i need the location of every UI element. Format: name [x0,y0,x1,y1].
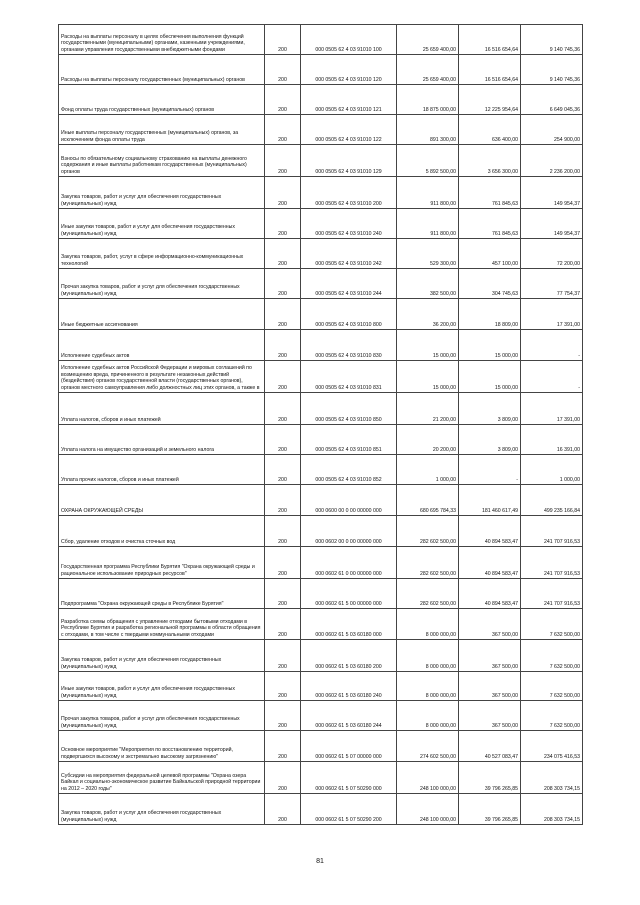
row-classification-code: 000 0602 61 5 07 00000 000 [301,731,397,762]
row-executed-amount: 367 500,00 [459,640,521,672]
row-admin-code: 200 [265,85,301,115]
row-classification-code: 000 0505 62 4 03 91010 850 [301,393,397,425]
table-row [59,269,583,299]
row-classification-code: 000 0600 00 0 00 00000 000 [301,485,397,516]
table-row [59,762,583,794]
row-admin-code: 200 [265,731,301,762]
row-approved-amount: 1 000,00 [397,455,459,485]
budget-execution-table [58,24,583,825]
row-name: Разработка схемы обращения с управление отходами бытовыми отходами в Республике Бурятия и разработка региональной программы в области обращения с отходами, в том числе с твердыми коммунальными отходами [59,609,265,640]
row-unexecuted-amount: 1 000,00 [521,455,583,485]
row-unexecuted-amount: 499 235 166,84 [521,485,583,516]
row-unexecuted-amount: 77 754,37 [521,269,583,299]
row-admin-code: 200 [265,115,301,145]
row-admin-code: 200 [265,609,301,640]
row-executed-amount: 367 500,00 [459,701,521,731]
row-approved-amount: 248 100 000,00 [397,762,459,794]
row-unexecuted-amount: 7 632 500,00 [521,701,583,731]
row-name: Закупка товаров, работ и услуг для обеспечения государственных (муниципальных) нужд [59,177,265,209]
table-row [59,516,583,547]
row-approved-amount: 15 000,00 [397,330,459,361]
row-approved-amount: 911 800,00 [397,177,459,209]
row-unexecuted-amount: 16 391,00 [521,425,583,455]
row-unexecuted-amount: 7 632 500,00 [521,672,583,701]
row-admin-code: 200 [265,239,301,269]
row-admin-code: 200 [265,330,301,361]
table-row [59,485,583,516]
row-admin-code: 200 [265,145,301,177]
row-admin-code: 200 [265,579,301,609]
row-admin-code: 200 [265,701,301,731]
row-approved-amount: 20 200,00 [397,425,459,455]
table-row [59,115,583,145]
row-approved-amount: 36 200,00 [397,299,459,330]
row-executed-amount: 40 894 583,47 [459,547,521,579]
row-classification-code: 000 0602 61 5 07 50290 000 [301,762,397,794]
row-unexecuted-amount: 2 236 200,00 [521,145,583,177]
table-row [59,361,583,393]
row-approved-amount: 282 602 500,00 [397,579,459,609]
table-row [59,672,583,701]
row-approved-amount: 15 000,00 [397,361,459,393]
row-unexecuted-amount: 7 632 500,00 [521,640,583,672]
row-admin-code: 200 [265,299,301,330]
row-unexecuted-amount: 149 954,37 [521,177,583,209]
table-row [59,177,583,209]
row-classification-code: 000 0602 61 5 03 60180 240 [301,672,397,701]
row-name: Сбор, удаление отходов и очистка сточных вод [59,516,265,547]
row-approved-amount: 8 000 000,00 [397,701,459,731]
row-executed-amount: 18 809,00 [459,299,521,330]
table-row [59,640,583,672]
row-executed-amount: 761 845,63 [459,177,521,209]
table-row [59,455,583,485]
row-approved-amount: 25 659 400,00 [397,55,459,85]
row-executed-amount: - [459,455,521,485]
row-executed-amount: 16 516 654,64 [459,25,521,55]
row-classification-code: 000 0505 62 4 03 91010 831 [301,361,397,393]
row-admin-code: 200 [265,25,301,55]
row-unexecuted-amount: 72 200,00 [521,239,583,269]
row-classification-code: 000 0602 61 5 03 60180 244 [301,701,397,731]
table-row [59,209,583,239]
row-admin-code: 200 [265,762,301,794]
row-classification-code: 000 0505 62 4 03 91010 851 [301,425,397,455]
row-approved-amount: 5 892 500,00 [397,145,459,177]
row-executed-amount: 40 527 083,47 [459,731,521,762]
row-classification-code: 000 0602 61 0 00 00000 000 [301,547,397,579]
row-executed-amount: 761 845,63 [459,209,521,239]
row-admin-code: 200 [265,640,301,672]
table-row [59,25,583,55]
row-unexecuted-amount: 234 075 416,53 [521,731,583,762]
page-number: 81 [316,858,324,865]
table-row [59,239,583,269]
table-body [59,25,583,825]
row-unexecuted-amount: 241 707 916,53 [521,579,583,609]
row-name: Взносы по обязательному социальному страхованию на выплаты денежного содержания и иные выплаты работникам государственных (муниципальных) органов [59,145,265,177]
row-classification-code: 000 0505 62 4 03 91010 800 [301,299,397,330]
row-classification-code: 000 0505 62 4 03 91010 129 [301,145,397,177]
budget-table-sheet [58,24,582,825]
table-row [59,85,583,115]
row-unexecuted-amount: 208 303 734,15 [521,762,583,794]
row-unexecuted-amount: - [521,361,583,393]
row-approved-amount: 529 300,00 [397,239,459,269]
row-name: Исполнение судебных актов [59,330,265,361]
row-approved-amount: 18 875 000,00 [397,85,459,115]
row-executed-amount: 3 656 300,00 [459,145,521,177]
row-unexecuted-amount: 9 140 745,36 [521,25,583,55]
table-row [59,701,583,731]
row-name: Расходы на выплаты персоналу государственных (муниципальных) органов [59,55,265,85]
row-executed-amount: 3 809,00 [459,393,521,425]
row-classification-code: 000 0602 61 5 03 60180 200 [301,640,397,672]
row-approved-amount: 8 000 000,00 [397,672,459,701]
row-name: Уплата налога на имущество организаций и земельного налога [59,425,265,455]
row-name: Уплата налогов, сборов и иных платежей [59,393,265,425]
row-executed-amount: 367 500,00 [459,609,521,640]
table-row [59,579,583,609]
row-unexecuted-amount: 17 391,00 [521,299,583,330]
row-executed-amount: 304 745,63 [459,269,521,299]
row-name: Иные закупки товаров, работ и услуг для обеспечения государственных (муниципальных) нужд [59,672,265,701]
row-executed-amount: 457 100,00 [459,239,521,269]
row-unexecuted-amount: 6 649 045,36 [521,85,583,115]
row-name: Прочая закупка товаров, работ и услуг для обеспечения государственных (муниципальных) нужд [59,701,265,731]
row-name: Иные бюджетные ассигнования [59,299,265,330]
row-name: Закупка товаров, работ, услуг в сфере информационно-коммуникационных технологий [59,239,265,269]
row-classification-code: 000 0602 00 0 00 00000 000 [301,516,397,547]
row-classification-code: 000 0505 62 4 03 91010 200 [301,177,397,209]
row-name: Расходы на выплаты персоналу в целях обеспечения выполнения функций государственными (муниципальными) органами, казенными учреждениями, органами управления государственными внебюджетными фондами [59,25,265,55]
row-admin-code: 200 [265,177,301,209]
row-classification-code: 000 0602 61 5 03 60180 000 [301,609,397,640]
row-classification-code: 000 0505 62 4 03 91010 830 [301,330,397,361]
table-row [59,145,583,177]
row-name: Закупка товаров, работ и услуг для обеспечения государственных (муниципальных) нужд [59,640,265,672]
row-admin-code: 200 [265,55,301,85]
row-approved-amount: 680 695 784,33 [397,485,459,516]
row-approved-amount: 891 300,00 [397,115,459,145]
row-unexecuted-amount: 149 954,37 [521,209,583,239]
row-admin-code: 200 [265,672,301,701]
row-name: Иные закупки товаров, работ и услуг для обеспечения государственных (муниципальных) нужд [59,209,265,239]
table-row [59,330,583,361]
row-approved-amount: 382 500,00 [397,269,459,299]
row-classification-code: 000 0505 62 4 03 91010 244 [301,269,397,299]
row-approved-amount: 911 800,00 [397,209,459,239]
row-approved-amount: 248 100 000,00 [397,794,459,825]
row-name: Прочая закупка товаров, работ и услуг для обеспечения государственных (муниципальных) нужд [59,269,265,299]
row-approved-amount: 21 200,00 [397,393,459,425]
row-name: Подпрограмма "Охрана окружающей среды в Республике Бурятия" [59,579,265,609]
row-name: Основное мероприятие "Мероприятия по восстановлению территорий, подвергшихся высокому и экстремально высокому загрязнению" [59,731,265,762]
row-name: Субсидии на мероприятия федеральной целевой программы "Охрана озера Байкал и социально-экономическое развитие Байкальской природной территории на 2012 – 2020 годы" [59,762,265,794]
row-executed-amount: 367 500,00 [459,672,521,701]
table-row [59,299,583,330]
row-executed-amount: 3 809,00 [459,425,521,455]
row-name: Иные выплаты персоналу государственных (муниципальных) органов, за исключением фонда оплаты труда [59,115,265,145]
row-admin-code: 200 [265,485,301,516]
row-admin-code: 200 [265,425,301,455]
row-name: Фонд оплаты труда государственных (муниципальных) органов [59,85,265,115]
row-unexecuted-amount: 9 140 745,36 [521,55,583,85]
table-row [59,794,583,825]
row-unexecuted-amount: 241 707 916,53 [521,547,583,579]
table-row [59,731,583,762]
row-admin-code: 200 [265,516,301,547]
row-classification-code: 000 0505 62 4 03 91010 122 [301,115,397,145]
row-executed-amount: 636 400,00 [459,115,521,145]
row-admin-code: 200 [265,209,301,239]
row-approved-amount: 274 602 500,00 [397,731,459,762]
row-executed-amount: 15 000,00 [459,361,521,393]
row-unexecuted-amount: 17 391,00 [521,393,583,425]
row-unexecuted-amount: 208 303 734,15 [521,794,583,825]
row-classification-code: 000 0505 62 4 03 91010 852 [301,455,397,485]
row-approved-amount: 8 000 000,00 [397,640,459,672]
row-executed-amount: 16 516 654,64 [459,55,521,85]
row-classification-code: 000 0505 62 4 03 91010 121 [301,85,397,115]
row-admin-code: 200 [265,269,301,299]
row-name: Закупка товаров, работ и услуг для обеспечения государственных (муниципальных) нужд [59,794,265,825]
row-admin-code: 200 [265,393,301,425]
row-approved-amount: 25 659 400,00 [397,25,459,55]
row-executed-amount: 15 000,00 [459,330,521,361]
table-row [59,547,583,579]
row-classification-code: 000 0505 62 4 03 91010 100 [301,25,397,55]
row-unexecuted-amount: - [521,330,583,361]
row-name: Государственная программа Республики Бурятия "Охрана окружающей среды и рациональное использование природных ресурсов" [59,547,265,579]
row-name: Исполнение судебных актов Российской Федерации и мировых соглашений по возмещению вреда, причиненного в результате незаконных действий (бездействия) органов государственной власти (государственных органов), органов местного самоуправления либо должностных лиц этих органов, а также в [59,361,265,393]
row-admin-code: 200 [265,794,301,825]
row-executed-amount: 39 796 265,85 [459,762,521,794]
row-classification-code: 000 0505 62 4 03 91010 240 [301,209,397,239]
row-name: Уплата прочих налогов, сборов и иных платежей [59,455,265,485]
table-row [59,393,583,425]
row-classification-code: 000 0505 62 4 03 91010 242 [301,239,397,269]
table-row [59,425,583,455]
row-admin-code: 200 [265,455,301,485]
row-classification-code: 000 0505 62 4 03 91010 120 [301,55,397,85]
row-unexecuted-amount: 7 632 500,00 [521,609,583,640]
row-approved-amount: 8 000 000,00 [397,609,459,640]
row-name: ОХРАНА ОКРУЖАЮЩЕЙ СРЕДЫ [59,485,265,516]
table-row [59,55,583,85]
row-unexecuted-amount: 241 707 916,53 [521,516,583,547]
table-row [59,609,583,640]
row-unexecuted-amount: 254 900,00 [521,115,583,145]
row-approved-amount: 282 602 500,00 [397,516,459,547]
row-admin-code: 200 [265,361,301,393]
row-admin-code: 200 [265,547,301,579]
row-executed-amount: 40 894 583,47 [459,579,521,609]
row-approved-amount: 282 602 500,00 [397,547,459,579]
row-executed-amount: 40 894 583,47 [459,516,521,547]
row-classification-code: 000 0602 61 5 07 50290 200 [301,794,397,825]
row-classification-code: 000 0602 61 5 00 00000 000 [301,579,397,609]
row-executed-amount: 39 796 265,85 [459,794,521,825]
row-executed-amount: 181 460 617,49 [459,485,521,516]
row-executed-amount: 12 225 954,64 [459,85,521,115]
